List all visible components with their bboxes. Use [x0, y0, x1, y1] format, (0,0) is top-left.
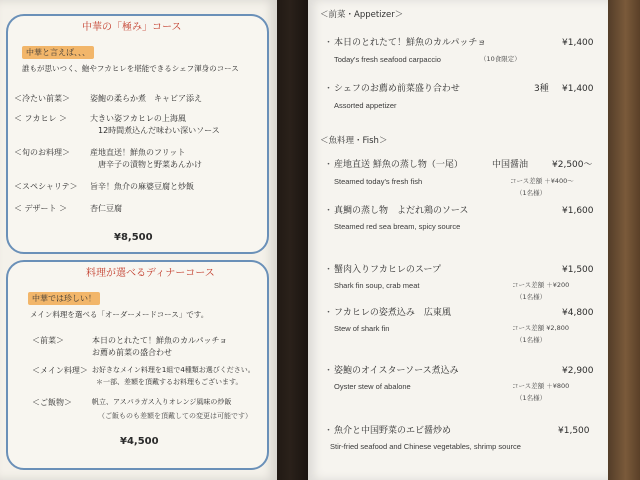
course-item-category: ＜冷たい前菜＞ — [14, 94, 70, 103]
course-title: 料理が選べるディナーコース — [86, 268, 215, 279]
a-la-carte-menu-page — [308, 0, 608, 480]
course-title: 中華の「極み」コース — [82, 22, 182, 33]
course-item-desc: 帆立、アスパラガス入りオレンジ風味の炒飯 — [92, 398, 232, 406]
course-intro: メイン料理を選べる「オーダーメードコース」です。 — [30, 310, 209, 319]
bullet-icon: ・ — [324, 38, 334, 48]
menu-item-name-jp: 本日のとれたて！鮮魚のカルパッチョ — [334, 38, 487, 48]
bullet-icon: ・ — [324, 366, 334, 376]
menu-item-price: ¥2,900 — [562, 366, 594, 376]
menu-item-name-en: Stir-fried seafood and Chinese vegetables, shrimp source — [330, 442, 521, 451]
course-item-desc2: 唐辛子の漬物と野菜あんかけ — [98, 160, 202, 169]
course-item-desc2: 12時間煮込んだ味わい深いソース — [98, 126, 220, 135]
course-item-desc: 旨辛！魚介の麻婆豆腐と炒飯 — [90, 182, 194, 191]
course-item-category: ＜ デザート ＞ — [14, 204, 68, 213]
menu-item-note: 中国醤油 — [492, 160, 529, 170]
course-item-desc2: （ご飯ものも差額を頂戴しての変更は可能です） — [98, 412, 252, 420]
section-heading-appetizer: ＜前菜・Appetizer＞ — [320, 10, 404, 20]
course-diff: コース差額 ＋¥400～ — [510, 177, 574, 185]
course-item-category: ＜前菜＞ — [32, 336, 64, 345]
menu-item-name-jp: 魚介と中国野菜のエビ醤炒め — [334, 426, 452, 436]
bullet-icon: ・ — [324, 308, 334, 318]
course-price: ¥4,500 — [120, 436, 159, 447]
bullet-icon: ・ — [324, 84, 334, 94]
menu-item-price: ¥1,500 — [558, 426, 590, 436]
course-item-desc: お好きなメイン料理を1組で4種類お選びください。 — [92, 366, 255, 374]
menu-item-price: ¥1,400 — [562, 38, 594, 48]
menu-item-name-jp: フカヒレの姿煮込み 広東風 — [334, 308, 451, 318]
menu-item-price: ¥4,800 — [562, 308, 594, 318]
course-price: ¥8,500 — [114, 232, 153, 243]
bullet-icon: ・ — [324, 206, 334, 216]
course-tag: 中華と言えば、、、 — [22, 46, 94, 59]
course-item-category: ＜旬のお料理＞ — [14, 148, 70, 157]
course-diff: コース差額 ＋¥200 — [512, 281, 570, 289]
course-item-desc: 姿鮑の柔らか煮 キャビア添え — [90, 94, 202, 103]
course-intro: 誰もが思いつく、鮑やフカヒレを堪能できるシェフ渾身のコース — [22, 64, 239, 73]
course-diff: コース差額 ＋¥800 — [512, 382, 570, 390]
course-item-category: ＜メイン料理＞ — [32, 366, 88, 375]
menu-item-price: ¥1,500 — [562, 265, 594, 275]
course-item-category: ＜スペシャリテ＞ — [14, 182, 78, 191]
course-item-desc: 産地直送！鮮魚のフリット — [90, 148, 186, 157]
course-diff: コース差額 ¥2,800 — [512, 324, 569, 332]
menu-item-price: ¥1,600 — [562, 206, 594, 216]
course-item-desc2: ＊一部、差額を頂戴するお料理もございます。 — [96, 378, 243, 386]
menu-item-name-jp: 真鯛の蒸し物 よだれ鶏のソース — [334, 206, 469, 216]
menu-item-name-en: Assorted appetizer — [334, 101, 397, 110]
course-diff-note: （1名様） — [516, 394, 547, 402]
course-item-category: ＜ フカヒレ ＞ — [14, 114, 68, 123]
menu-item-name-jp: シェフのお薦め前菜盛り合わせ — [334, 84, 460, 94]
bullet-icon: ・ — [324, 265, 334, 275]
course-item-desc: 本日のとれたて！鮮魚のカルパッチョ — [92, 336, 228, 345]
menu-item-name-en: Shark fin soup, crab meat — [334, 281, 420, 290]
menu-item-price: ¥2,500～ — [552, 160, 593, 170]
menu-item-name-jp: 産地直送 鮮魚の蒸し物（一尾） — [334, 160, 463, 170]
course-diff-note: （1名様） — [516, 336, 547, 344]
menu-item-name-jp: 姿鮑のオイスターソース煮込み — [334, 366, 459, 376]
course-diff-note: （1名様） — [516, 189, 547, 197]
wood-table-background — [604, 0, 640, 480]
course-diff-note: （1名様） — [516, 293, 547, 301]
menu-item-name-en: Stew of shark fin — [334, 324, 390, 333]
bullet-icon: ・ — [324, 160, 334, 170]
menu-item-name-en: Steamed red sea bream, spicy source — [334, 222, 461, 231]
bullet-icon: ・ — [324, 426, 334, 436]
menu-item-note: （10食限定） — [480, 55, 521, 63]
course-item-desc: 大きい姿フカヒレの上海風 — [90, 114, 186, 123]
menu-item-name-en: Today's fresh seafood carpaccio — [334, 55, 441, 64]
menu-item-price: ¥1,400 — [562, 84, 594, 94]
menu-item-note: 3種 — [534, 84, 549, 94]
course-item-category: ＜ご飯物＞ — [32, 398, 72, 407]
menu-binder-spine — [272, 0, 308, 480]
section-heading-fish: ＜魚料理・Fish＞ — [320, 136, 388, 146]
course-tag: 中華では珍しい！ — [28, 292, 100, 305]
course-item-desc2: お薦め前菜の盛合わせ — [92, 348, 172, 357]
course-item-desc: 杏仁豆腐 — [90, 204, 122, 213]
menu-item-name-en: Oyster stew of abalone — [334, 382, 411, 391]
course-menu-page — [0, 0, 277, 480]
menu-item-name-en: Steamed today's fresh fish — [334, 177, 423, 186]
menu-item-name-jp: 蟹肉入りフカヒレのスープ — [334, 265, 442, 275]
